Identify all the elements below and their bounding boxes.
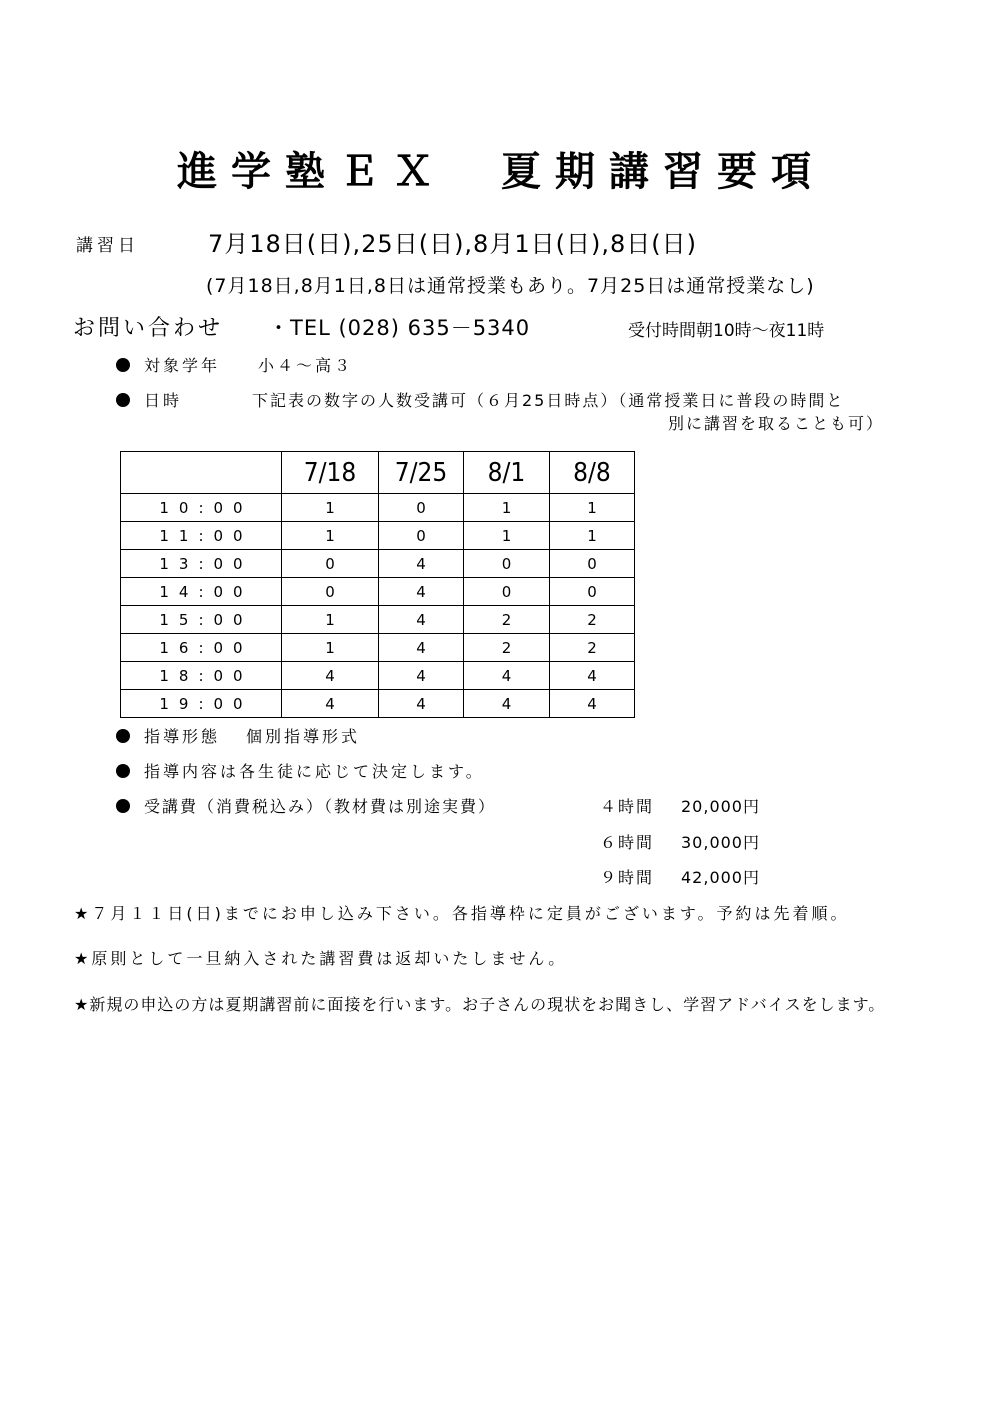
count-cell: 0 bbox=[464, 550, 550, 578]
content-item bbox=[116, 759, 485, 782]
table-row bbox=[121, 578, 635, 606]
table-header-date: 8/8 bbox=[550, 452, 635, 494]
fee-hours: ６時間 bbox=[600, 833, 655, 852]
count-cell: 0 bbox=[550, 578, 635, 606]
fee-item bbox=[116, 794, 496, 817]
count-cell: 0 bbox=[550, 550, 635, 578]
schedule-item bbox=[116, 388, 182, 411]
course-day-label: 講習日 bbox=[76, 236, 139, 256]
note-deadline: ★７月１１日(日)までにお申し込み下さい。各指導枠に定員がございます。予約は先着順。 bbox=[74, 904, 850, 923]
count-cell: 4 bbox=[379, 578, 464, 606]
schedule-value: 下記表の数字の人数受講可（６月25日時点）（通常授業日に普段の時間と bbox=[252, 391, 845, 410]
time-cell: 15:00 bbox=[121, 606, 282, 634]
count-cell: 1 bbox=[282, 634, 379, 662]
table-header-date: 8/1 bbox=[464, 452, 550, 494]
table-row bbox=[121, 634, 635, 662]
table-header-blank bbox=[121, 452, 282, 494]
count-cell: 4 bbox=[379, 550, 464, 578]
course-dates-note: (7月18日,8月1日,8日は通常授業もあり。7月25日は通常授業なし) bbox=[206, 275, 815, 297]
count-cell: 2 bbox=[464, 606, 550, 634]
count-cell: 0 bbox=[282, 578, 379, 606]
bullet-icon bbox=[116, 358, 130, 372]
time-cell: 16:00 bbox=[121, 634, 282, 662]
count-cell: 4 bbox=[379, 690, 464, 718]
table-row bbox=[121, 550, 635, 578]
target-label: 対象学年 bbox=[144, 356, 221, 375]
schedule-label: 日時 bbox=[144, 391, 183, 410]
count-cell: 1 bbox=[282, 494, 379, 522]
count-cell: 0 bbox=[379, 494, 464, 522]
count-cell: 0 bbox=[464, 578, 550, 606]
page-title: 進学塾ＥＸ 夏期講習要項 bbox=[177, 149, 825, 195]
count-cell: 1 bbox=[464, 522, 550, 550]
count-cell: 4 bbox=[379, 662, 464, 690]
table-row bbox=[121, 522, 635, 550]
fee-price: 30,000円 bbox=[681, 833, 760, 852]
bullet-icon bbox=[116, 764, 130, 778]
contact-phone: ・TEL (028) 635－5340 bbox=[268, 316, 531, 340]
table-header-date: 7/18 bbox=[282, 452, 379, 494]
fee-label: 受講費（消費税込み）（教材費は別途実費） bbox=[144, 797, 497, 816]
course-dates: 7月18日(日),25日(日),8月1日(日),8日(日) bbox=[208, 230, 697, 258]
table-row bbox=[121, 662, 635, 690]
table-row bbox=[121, 494, 635, 522]
table-row bbox=[121, 606, 635, 634]
style-label: 指導形態 bbox=[144, 727, 221, 746]
count-cell: 1 bbox=[464, 494, 550, 522]
time-cell: 19:00 bbox=[121, 690, 282, 718]
count-cell: 1 bbox=[282, 522, 379, 550]
bullet-icon bbox=[116, 799, 130, 813]
time-cell: 10:00 bbox=[121, 494, 282, 522]
time-cell: 18:00 bbox=[121, 662, 282, 690]
fee-hours: ４時間 bbox=[600, 797, 655, 816]
note-interview: ★新規の申込の方は夏期講習前に面接を行います。お子さんの現状をお聞きし、学習アドバイスをします。 bbox=[74, 995, 886, 1014]
count-cell: 4 bbox=[550, 690, 635, 718]
time-cell: 11:00 bbox=[121, 522, 282, 550]
count-cell: 1 bbox=[550, 522, 635, 550]
count-cell: 2 bbox=[464, 634, 550, 662]
count-cell: 4 bbox=[464, 662, 550, 690]
fee-price: 42,000円 bbox=[681, 868, 760, 887]
count-cell: 1 bbox=[282, 606, 379, 634]
time-cell: 13:00 bbox=[121, 550, 282, 578]
table-row bbox=[121, 690, 635, 718]
style-item bbox=[116, 724, 220, 747]
table-header-date: 7/25 bbox=[379, 452, 464, 494]
schedule-value-2: 別に講習を取ることも可） bbox=[668, 414, 885, 433]
bullet-icon bbox=[116, 393, 130, 407]
count-cell: 4 bbox=[550, 662, 635, 690]
count-cell: 0 bbox=[282, 550, 379, 578]
contact-label: お問い合わせ bbox=[73, 316, 224, 341]
count-cell: 4 bbox=[282, 662, 379, 690]
style-value: 個別指導形式 bbox=[246, 727, 361, 746]
count-cell: 1 bbox=[550, 494, 635, 522]
contact-hours: 受付時間朝10時～夜11時 bbox=[628, 321, 825, 341]
content-text: 指導内容は各生徒に応じて決定します。 bbox=[144, 762, 485, 781]
count-cell: 4 bbox=[379, 606, 464, 634]
bullet-icon bbox=[116, 729, 130, 743]
note-refund: ★原則として一旦納入された講習費は返却いたしません。 bbox=[74, 949, 568, 968]
schedule-table bbox=[120, 451, 635, 718]
fee-price: 20,000円 bbox=[681, 797, 760, 816]
count-cell: 4 bbox=[464, 690, 550, 718]
count-cell: 2 bbox=[550, 634, 635, 662]
count-cell: 0 bbox=[379, 522, 464, 550]
count-cell: 4 bbox=[379, 634, 464, 662]
target-value: 小４～高３ bbox=[258, 356, 354, 375]
count-cell: 4 bbox=[282, 690, 379, 718]
count-cell: 2 bbox=[550, 606, 635, 634]
table-header-row bbox=[121, 452, 635, 494]
fee-hours: ９時間 bbox=[600, 868, 655, 887]
time-cell: 14:00 bbox=[121, 578, 282, 606]
target-item bbox=[116, 353, 220, 376]
